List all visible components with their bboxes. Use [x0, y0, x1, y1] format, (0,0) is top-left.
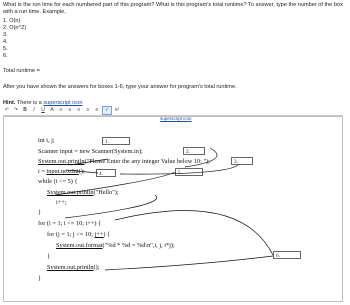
code-nextint: input.nextInt — [46, 168, 79, 175]
instructions-text: After you have shown the answers for boxes 1-6, type your answer for program's total runtime. — [3, 84, 237, 90]
code-hello-args: ("Hello"); — [93, 189, 119, 196]
hint-label: Hint. — [3, 100, 16, 106]
bold-button[interactable]: B — [23, 107, 27, 113]
answer-line-1: 1. O(n) — [3, 18, 21, 24]
superscript-icon[interactable]: x² — [114, 107, 120, 113]
code-format: System.out.format — [56, 242, 103, 249]
answer-line-6: 6. — [3, 53, 8, 59]
box-2[interactable]: 2. — [183, 147, 205, 155]
answer-line-5: 5. — [3, 46, 8, 52]
answer-line-4: 4. — [3, 39, 8, 45]
code-line-8: } — [38, 209, 42, 216]
question-prompt: What is the run time for each numbered part of this program? What is this program's total runtime? To answer, type the number of the box with a run time. Example, — [3, 2, 343, 15]
code-line-1: int i, j; — [38, 137, 55, 144]
code-println-args: ("Please Enter the any integer Value below 10: "); — [84, 158, 210, 165]
redo-icon[interactable]: ↷ — [13, 107, 19, 113]
indent-icon[interactable]: ≡ — [68, 107, 72, 113]
answer-line-3: 3. — [3, 32, 8, 38]
code-nextint-args: (); — [78, 168, 85, 175]
code-jpp: j++ — [94, 231, 104, 238]
code-for-outer-end: i++) { — [85, 220, 102, 227]
code-line-5: while (i <= 5) { — [38, 178, 78, 185]
box-5[interactable]: 5. — [175, 168, 203, 176]
code-line-14: } — [38, 275, 42, 282]
code-println-empty: System.out.println — [47, 264, 94, 271]
code-line-12: } — [47, 253, 51, 260]
code-assign: i = — [38, 168, 47, 175]
arrow-box2 — [185, 148, 217, 167]
align-center-icon[interactable]: ≡ — [86, 107, 90, 113]
hint-body: There is a — [16, 100, 42, 106]
arrow-box4 — [66, 170, 98, 173]
hint-link[interactable]: superscript icon — [43, 100, 83, 106]
code-for-outer: for (i = 1; i <= 10; — [38, 220, 86, 227]
align-right-icon[interactable]: ≡ — [95, 107, 99, 113]
box-6[interactable]: 6. — [273, 251, 301, 259]
arrow-box6-bottom — [105, 256, 273, 270]
italic-button[interactable]: I — [33, 107, 35, 113]
superscript-icon-label: superscript icon — [160, 116, 192, 121]
arrow-box5-line — [55, 172, 175, 195]
list-icon[interactable]: ≡ — [59, 107, 63, 113]
underline-button[interactable]: U — [41, 107, 45, 113]
code-line-7: i++; — [56, 199, 67, 206]
arrow-box6-top — [115, 211, 273, 255]
code-for-inner: for (j = 1; j <= 10; — [47, 231, 95, 238]
code-println: System.out.println — [38, 158, 85, 165]
total-runtime-label: Total runtime = — [3, 68, 40, 74]
code-println-hello: System.out.println — [47, 189, 94, 196]
box-4[interactable]: 4. — [96, 169, 116, 177]
undo-icon[interactable]: ↶ — [4, 107, 10, 113]
arrow-box1 — [70, 159, 108, 165]
code-println-empty-args: (); — [93, 264, 100, 271]
code-for-inner-end: ) { — [103, 231, 111, 238]
box-1[interactable]: 1. — [102, 137, 130, 145]
box-3[interactable]: 3. — [231, 157, 253, 165]
code-format-args: ("%d * %d = %d\n",i, j, i*j); — [102, 242, 175, 249]
answer-line-2: 2. O(n^2) — [3, 25, 27, 31]
align-left-icon[interactable]: ≡ — [77, 107, 81, 113]
font-color-button[interactable]: A — [50, 107, 54, 113]
check-icon[interactable]: ✓ — [102, 106, 112, 115]
arrow-box3 — [120, 165, 238, 174]
code-line-2: Scanner input = new Scanner(System.in); — [38, 148, 143, 155]
